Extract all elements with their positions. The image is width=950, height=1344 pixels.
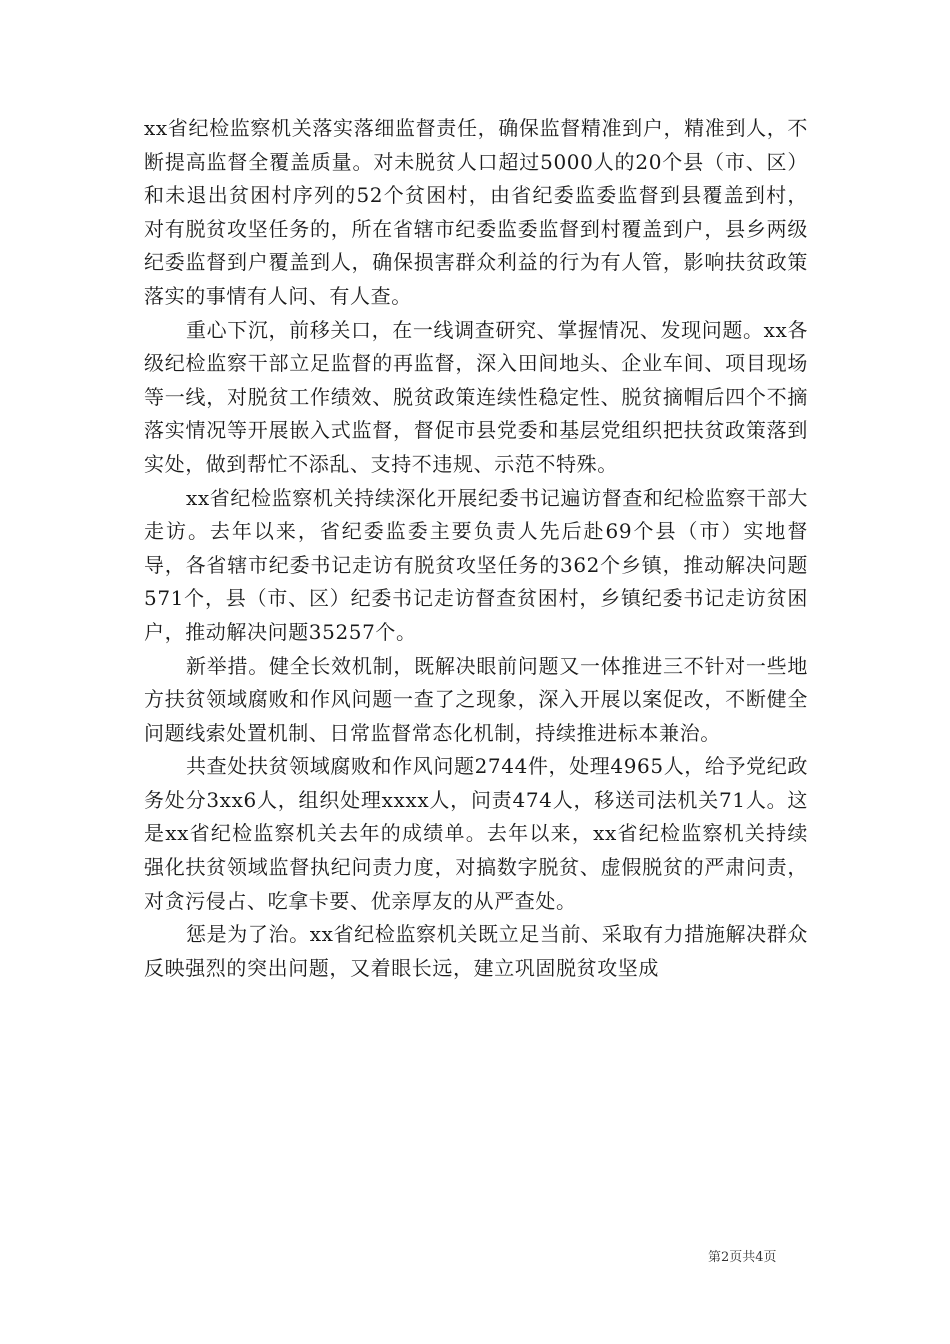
paragraph-supervision-coverage: xx省纪检监察机关落实落细监督责任，确保监督精准到户，精准到人，不断提高监督全覆盖质量。对未脱贫人口超过5000人的20个县（市、区）和未退出贫困村序列的52个贫困村，由省纪委监委监督到县覆盖到村，对有脱贫攻坚任务的，所在省辖市纪委监委监督到村覆盖到户，县乡两级纪委监督到户覆盖到人，确保损害群众利益的行为有人管，影响扶贫政策落实的事情有人问、有人查。 [144, 116, 808, 308]
paragraph-new-measures: 新举措。健全长效机制，既解决眼前问题又一体推进三不针对一些地方扶贫领域腐败和作风问题一查了之现象，深入开展以案促改，不断健全问题线索处置机制、日常监督常态化机制，持续推进标本兼治。 [144, 653, 808, 745]
paragraph-punishment-purpose: 惩是为了治。xx省纪检监察机关既立足当前、采取有力措施解决群众反映强烈的突出问题，又着眼长远，建立巩固脱贫攻坚成 [144, 922, 808, 980]
page-number: 第2页共4页 [708, 1250, 777, 1265]
paragraph-secretary-visits: xx省纪检监察机关持续深化开展纪委书记遍访督查和纪检监察干部大走访。去年以来，省纪委监委主要负责人先后赴69个县（市）实地督导，各省辖市纪委书记走访有脱贫攻坚任务的362个乡镇，推动解决问题571个，县（市、区）纪委书记走访督查贫困村，乡镇纪委书记走访贫困户，推动解决问题35257个。 [144, 485, 808, 644]
paragraph-case-statistics: 共查处扶贫领域腐败和作风问题2744件，处理4965人，给予党纪政务处分3xx6人，组织处理xxxx人，问责474人，移送司法机关71人。这是xx省纪检监察机关去年的成绩单。去年以来，xx省纪检监察机关持续强化扶贫领域监督执纪问责力度，对搞数字脱贫、虚假脱贫的严肃问责，对贪污侵占、吃拿卡要、优亲厚友的从严查处。 [144, 754, 808, 913]
paragraph-frontline-supervision: 重心下沉，前移关口，在一线调查研究、掌握情况、发现问题。xx各级纪检监察干部立足监督的再监督，深入田间地头、企业车间、项目现场等一线，对脱贫工作绩效、脱贫政策连续性稳定性、脱贫摘帽后四个不摘落实情况等开展嵌入式监督，督促市县党委和基层党组织把扶贫政策落到实处，做到帮忙不添乱、支持不违规、示范不特殊。 [144, 317, 808, 476]
document-body [144, 112, 808, 985]
